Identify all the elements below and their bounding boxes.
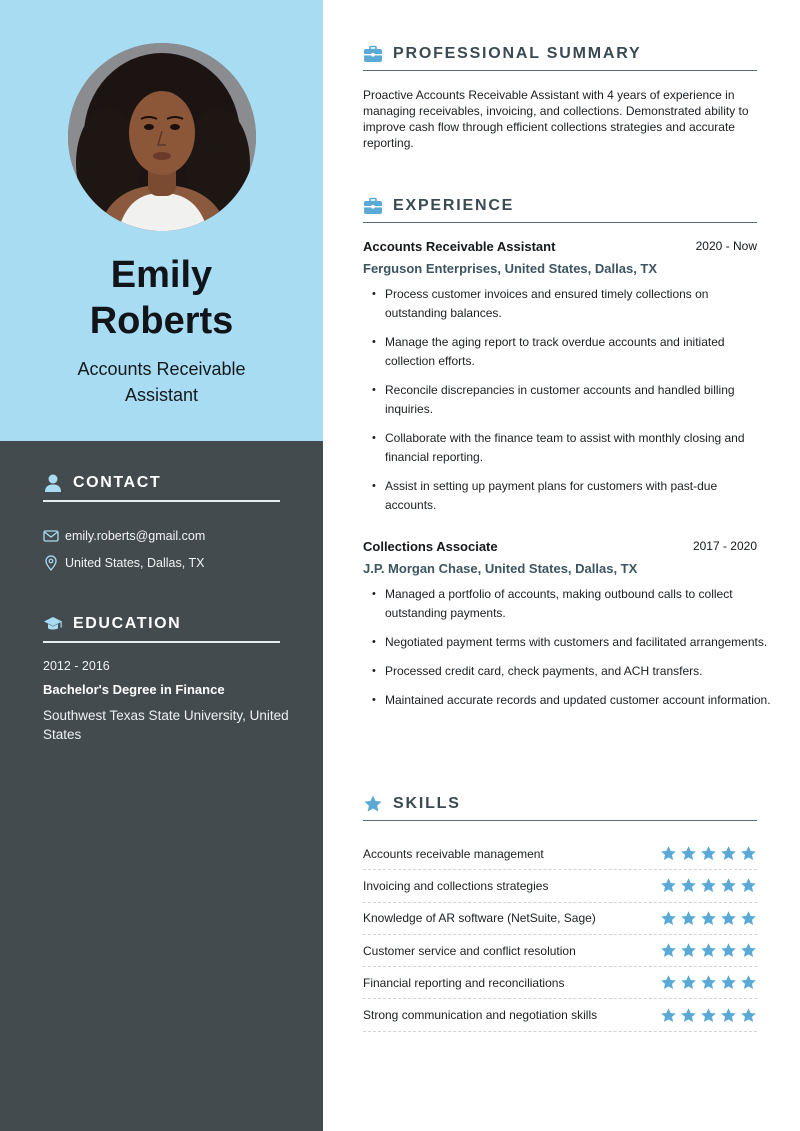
job-company: Ferguson Enterprises, United States, Dallas, TX [363, 261, 658, 276]
contact-location: United States, Dallas, TX [65, 556, 205, 570]
job-bullets [371, 585, 771, 720]
skill-rating [660, 974, 757, 991]
star-icon [363, 794, 383, 814]
star-icon [740, 974, 757, 991]
skill-row [363, 999, 757, 1031]
skill-row [363, 903, 757, 935]
summary-heading [363, 43, 757, 71]
experience-heading [363, 195, 757, 223]
skill-rating [660, 910, 757, 927]
summary-heading-label: PROFESSIONAL SUMMARY [393, 44, 642, 62]
star-icon [680, 877, 697, 894]
job-bullet: • Managed a portfolio of accounts, making outbound calls to collect outstanding payments. [371, 585, 771, 623]
map-pin-icon [43, 555, 59, 571]
first-name: Emily [110, 254, 213, 296]
contact-email-row[interactable] [43, 528, 205, 544]
star-icon [700, 1007, 717, 1024]
star-icon [680, 910, 697, 927]
star-icon [720, 845, 737, 862]
education-school: Southwest Texas State University, United States [43, 708, 289, 742]
star-icon [720, 877, 737, 894]
job-title: Accounts Receivable Assistant [363, 239, 556, 254]
skill-name: Knowledge of AR software (NetSuite, Sage) [363, 911, 596, 926]
job-bullet: • Maintained accurate records and updated customer account information. [371, 691, 771, 710]
skill-rating [660, 845, 757, 862]
skill-rating [660, 1007, 757, 1024]
skill-row [363, 967, 757, 999]
job-dates: 2020 - Now [695, 239, 757, 253]
star-icon [740, 910, 757, 927]
graduation-cap-icon [43, 614, 63, 634]
person-icon [43, 473, 63, 493]
briefcase-icon [363, 44, 383, 64]
job-bullet: • Assist in setting up payment plans for customers with past-due accounts. [371, 477, 771, 515]
star-icon [660, 877, 677, 894]
job-dates: 2017 - 2020 [692, 539, 757, 553]
education-years: 2012 - 2016 [43, 659, 110, 673]
skill-name: Financial reporting and reconciliations [363, 975, 565, 990]
star-icon [740, 942, 757, 959]
job-bullets [371, 285, 771, 525]
star-icon [700, 942, 717, 959]
briefcase-icon [363, 196, 383, 216]
job-title: Collections Associate [363, 539, 498, 554]
skill-rating [660, 877, 757, 894]
star-icon [660, 1007, 677, 1024]
sidebar-panel [0, 441, 323, 1131]
star-icon [680, 1007, 697, 1024]
contact-heading-label: CONTACT [73, 474, 162, 491]
star-icon [700, 845, 717, 862]
star-icon [680, 974, 697, 991]
star-icon [660, 974, 677, 991]
skill-name: Strong communication and negotiation skills [363, 1008, 598, 1023]
star-icon [740, 845, 757, 862]
star-icon [740, 877, 757, 894]
job-bullet: • Reconcile discrepancies in customer accounts and handled billing inquiries. [371, 381, 771, 419]
skill-name: Accounts receivable management [363, 846, 544, 861]
star-icon [700, 910, 717, 927]
skill-row [363, 935, 757, 967]
star-icon [740, 1007, 757, 1024]
star-icon [660, 910, 677, 927]
star-icon [680, 845, 697, 862]
contact-heading [43, 472, 280, 502]
skill-name: Customer service and conflict resolution [363, 943, 576, 958]
job-company: J.P. Morgan Chase, United States, Dallas, TX [363, 561, 638, 576]
profile-photo [68, 43, 256, 231]
experience-heading-label: EXPERIENCE [393, 196, 515, 214]
skills-heading-label: SKILLS [393, 794, 461, 812]
skill-name: Invoicing and collections strategies [363, 878, 549, 893]
star-icon [720, 1007, 737, 1024]
star-icon [720, 942, 737, 959]
job-bullet: • Collaborate with the finance team to assist with monthly closing and financial reporting. [371, 429, 771, 467]
star-icon [660, 845, 677, 862]
candidate-title: Accounts Receivable Assistant [77, 359, 246, 405]
skills-heading [363, 793, 757, 821]
skill-rating [660, 942, 757, 959]
skill-row [363, 838, 757, 870]
envelope-icon [43, 528, 59, 544]
star-icon [700, 877, 717, 894]
star-icon [680, 942, 697, 959]
contact-location-row [43, 555, 204, 571]
job-bullet: • Process customer invoices and ensured timely collections on outstanding balances. [371, 285, 771, 323]
education-degree: Bachelor's Degree in Finance [43, 682, 225, 697]
star-icon [720, 974, 737, 991]
skill-row [363, 870, 757, 902]
contact-email[interactable]: emily.roberts@gmail.com [65, 529, 206, 543]
star-icon [660, 942, 677, 959]
job-bullet: • Processed credit card, check payments, and ACH transfers. [371, 662, 771, 681]
education-heading [43, 613, 280, 643]
last-name: Roberts [89, 300, 234, 342]
star-icon [700, 974, 717, 991]
skills-list [363, 838, 757, 1032]
candidate-name [0, 252, 323, 344]
summary-text: Proactive Accounts Receivable Assistant with 4 years of experience in managing receivables, invoicing, and collections. Demonstrated ability to improve cash flow through efficient collections strategies and accurate reporting. [363, 88, 749, 150]
education-heading-label: EDUCATION [73, 615, 182, 632]
job-bullet: • Manage the aging report to track overdue accounts and initiated collection efforts. [371, 333, 771, 371]
star-icon [720, 910, 737, 927]
job-bullet: • Negotiated payment terms with customers and facilitated arrangements. [371, 633, 771, 652]
